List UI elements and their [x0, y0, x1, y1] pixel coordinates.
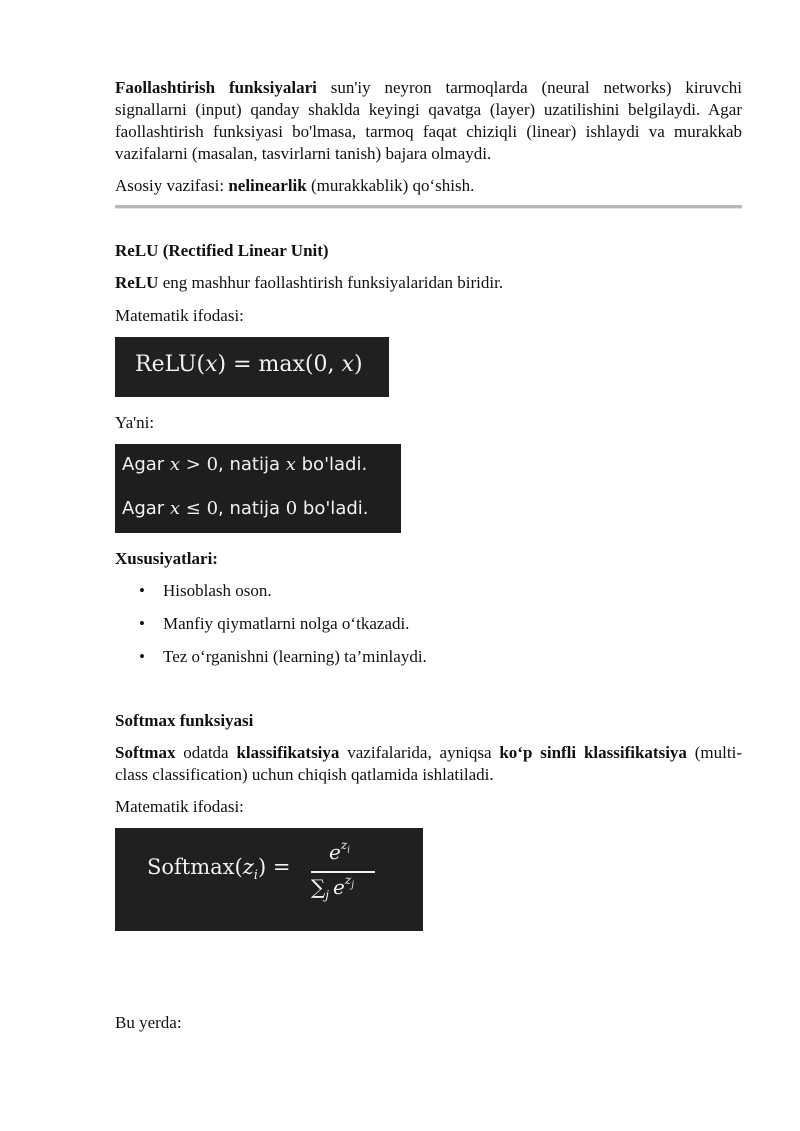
den-j: j — [351, 880, 354, 891]
bullet-icon: • — [139, 581, 145, 600]
softmax-close: ) = — [257, 855, 291, 879]
relu-math-label: Matematik ifodasi: — [115, 306, 244, 325]
softmax-desc — [115, 742, 742, 786]
rule2-d: bo'ladi. — [297, 498, 369, 519]
softmax-desc-b1: Softmax — [115, 743, 176, 762]
rule2-a: Agar — [122, 498, 170, 519]
softmax-desc-t2: vazifalarida, ayniqsa — [339, 743, 500, 762]
softmax-heading: Softmax funksiyasi — [115, 711, 254, 730]
rule1-c: , natija — [218, 454, 286, 475]
relu-formula-left: ReLU( — [135, 352, 206, 377]
softmax-desc-b2: klassifikatsiya — [236, 743, 340, 762]
relu-formula-var2: x — [341, 352, 354, 377]
bu-yerda-label: Bu yerda: — [115, 1013, 182, 1032]
softmax-desc-b3: ko‘p sinfli klassifikatsiya — [499, 743, 687, 762]
softmax-desc-t1: odatda — [175, 743, 237, 762]
rule2-var: x — [169, 498, 181, 519]
rule1-var2: x — [285, 454, 296, 475]
rule2-val: 0 — [285, 498, 298, 519]
intro-text: sun'iy neyron tarmoqlarda (neural networks) kiruvchi signallarni (input) qanday shaklda keyingi qavatga (layer) uzatilishini belgilaydi. Agar faollashtirish funksiyasi bo'lmasa, tarmoq faqat chiziqli (linear) ishlaydi va murakkab vazifalarni (masalan, tasvirlarni tanish) bajara olmaydi. — [115, 78, 742, 163]
softmax-i: i — [253, 868, 258, 884]
list-item — [115, 580, 427, 613]
purpose-prefix: Asosiy vazifasi: — [115, 176, 229, 195]
features-list — [115, 580, 427, 679]
purpose-bold: nelinearlik — [228, 176, 307, 195]
relu-rule-2 — [122, 498, 369, 519]
bullet-icon: • — [139, 647, 145, 666]
relu-desc — [115, 272, 503, 294]
rule1-var: x — [169, 454, 181, 475]
num-i: i — [347, 845, 351, 856]
relu-formula-image — [115, 337, 389, 397]
rule1-b: > 0 — [180, 454, 219, 475]
relu-formula — [135, 352, 363, 377]
list-item — [115, 646, 427, 679]
relu-heading: ReLU (Rectified Linear Unit) — [115, 241, 329, 260]
sum-symbol: ∑ — [311, 875, 326, 899]
yani-label: Ya'ni: — [115, 413, 155, 432]
relu-rule-1 — [122, 454, 367, 475]
divider — [115, 205, 742, 209]
softmax-desc-t3: (multi-class classification) uchun chiqish qatlamida ishlatiladi. — [115, 743, 742, 784]
softmax-numerator — [329, 840, 350, 864]
relu-formula-end: ) — [353, 352, 363, 377]
purpose-suffix: (murakkablik) qo‘shish. — [306, 176, 475, 195]
rule2-b: ≤ 0 — [180, 498, 219, 519]
intro-paragraph — [115, 77, 742, 165]
rule1-d: bo'ladi. — [295, 454, 368, 475]
intro-term: Faollashtirish funksiyalari — [115, 78, 317, 97]
softmax-math-label: Matematik ifodasi: — [115, 797, 244, 816]
den-e: e — [333, 875, 345, 899]
relu-formula-var: x — [205, 352, 218, 377]
num-z: z — [340, 838, 348, 853]
softmax-z: z — [242, 855, 254, 879]
purpose-line — [115, 175, 474, 197]
feature-text: Tez o‘rganishni (learning) ta’minlaydi. — [163, 647, 427, 666]
fraction-bar — [311, 871, 375, 873]
softmax-formula-image — [115, 828, 423, 931]
sum-j: j — [325, 888, 330, 902]
relu-desc-bold: ReLU — [115, 273, 159, 292]
feature-text: Hisoblash oson. — [163, 581, 272, 600]
feature-text: Manfiy qiymatlarni nolga o‘tkazadi. — [163, 614, 410, 633]
features-heading: Xususiyatlari: — [115, 549, 218, 568]
relu-formula-mid: ) = max(0, — [217, 352, 342, 377]
den-z: z — [344, 873, 352, 888]
relu-rules-image — [115, 444, 401, 533]
softmax-denominator — [311, 875, 354, 902]
num-e: e — [329, 840, 341, 864]
rule1-a: Agar — [122, 454, 170, 475]
list-item — [115, 613, 427, 646]
rule2-c: , natija — [218, 498, 286, 519]
relu-desc-rest: eng mashhur faollashtirish funksiyalaridan biridir. — [158, 273, 504, 292]
softmax-name: Softmax( — [147, 855, 243, 879]
bullet-icon: • — [139, 614, 145, 633]
softmax-lhs — [147, 855, 290, 883]
